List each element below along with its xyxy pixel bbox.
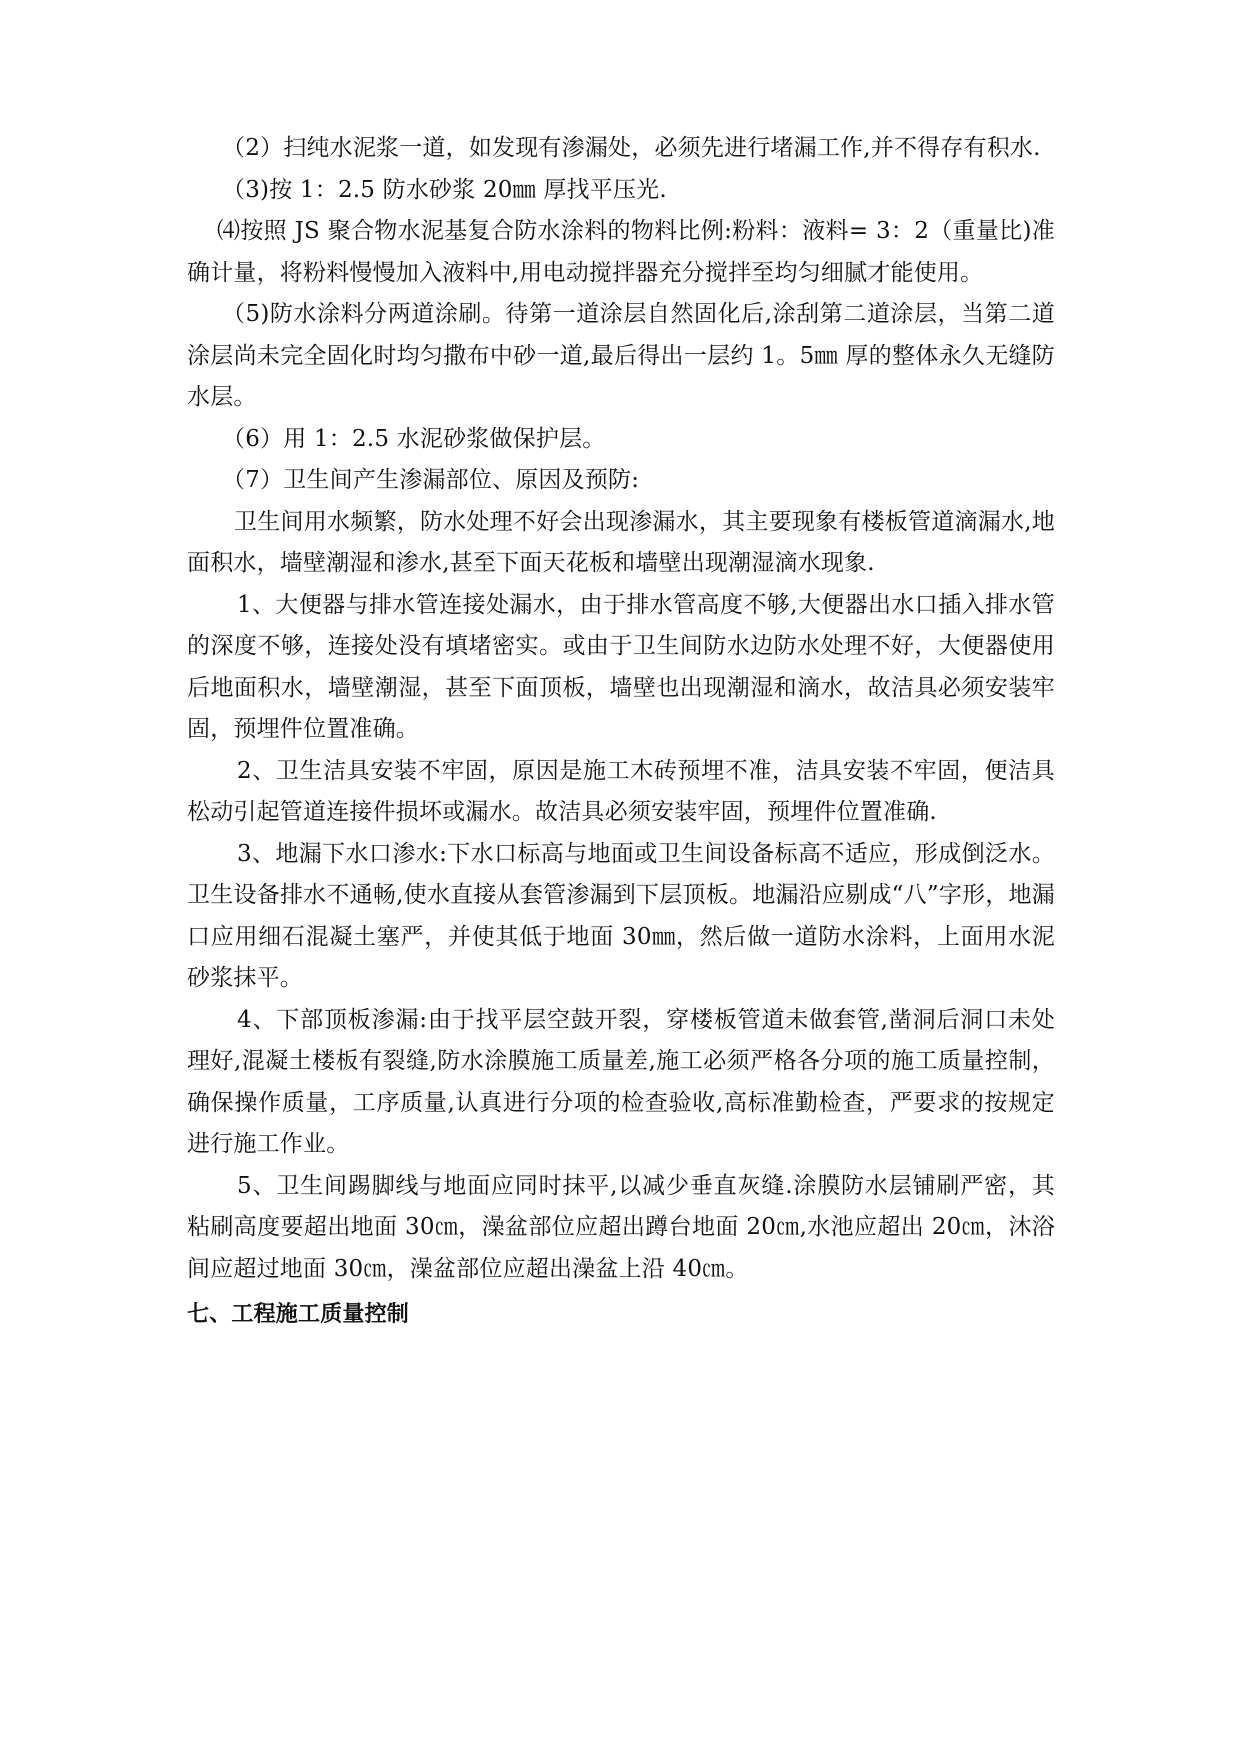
document-body xyxy=(187,128,1055,1336)
paragraph-step-5: （5)防水涂料分两道涂刷。待第一道涂层自然固化后,涂刮第二道涂层，当第二道涂层尚未完全固化时均匀撒布中砂一道,最后得出一层约 1。5㎜ 厚的整体永久无缝防水层。 xyxy=(187,301,1055,410)
paragraph-item-2: 2、卫生洁具安装不牢固，原因是施工木砖预埋不准，洁具安装不牢固，便洁具松动引起管道连接件损坏或漏水。故洁具必须安装牢固，预埋件位置准确. xyxy=(187,757,1055,825)
paragraph-step-7: （7）卫生间产生渗漏部位、原因及预防: xyxy=(222,467,640,493)
paragraph-step-6: （6）用 1：2.5 水泥砂浆做保护层。 xyxy=(222,425,606,452)
paragraph-item-3: 3、地漏下水口渗水:下水口标高与地面或卫生间设备标高不适应，形成倒泛水。卫生设备排水不通畅,使水直接从套管渗漏到下层顶板。地漏沿应剔成“八”字形，地漏口应用细石混凝土塞严，并使其低于地面 30㎜，然后做一道防水涂料，上面用水泥砂浆抹平。 xyxy=(187,840,1055,991)
paragraph-item-5: 5、卫生间踢脚线与地面应同时抹平,以减少垂直灰缝.涂膜防水层铺刷严密，其粘刷高度要超出地面 30㎝，澡盆部位应超出蹲台地面 20㎝,水池应超出 20㎝，沐浴间应超过地面 30㎝，澡盆部位应超出澡盆上沿 40㎝。 xyxy=(187,1172,1055,1282)
paragraph-item-4: 4、下部顶板渗漏:由于找平层空鼓开裂，穿楼板管道未做套管,凿洞后洞口未处理好,混凝土楼板有裂缝,防水涂膜施工质量差,施工必须严格各分项的施工质量控制，确保操作质量，工序质量,认真进行分项的检查验收,高标准勤检查，严要求的按规定进行施工作业。 xyxy=(187,1006,1055,1157)
paragraph-bathroom-intro: 卫生间用水频繁，防水处理不好会出现渗漏水，其主要现象有楼板管道滴漏水,地面积水，墙壁潮湿和渗水,甚至下面天花板和墙壁出现潮湿滴水现象. xyxy=(187,508,1055,576)
paragraph-step-3: （3)按 1：2.5 防水砂浆 20㎜ 厚找平压光. xyxy=(222,176,667,203)
section-heading: 七、工程施工质量控制 xyxy=(187,1302,410,1327)
paragraph-step-2: （2）扫纯水泥浆一道，如发现有渗漏处，必须先进行堵漏工作,并不得存有积水. xyxy=(222,135,1041,161)
paragraph-step-4: ⑷按照 JS 聚合物水泥基复合防水涂料的物料比例:粉料：液料= 3：2（重量比)准确计量，将粉料慢慢加入液料中,用电动搅拌器充分搅拌至均匀细腻才能使用。 xyxy=(187,218,1055,286)
paragraph-item-1: 1、大便器与排水管连接处漏水，由于排水管高度不够,大便器出水口插入排水管的深度不够，连接处没有填堵密实。或由于卫生间防水边防水处理不好，大便器使用后地面积水，墙壁潮湿，甚至下面顶板，墙壁也出现潮湿和滴水，故洁具必须安装牢固，预埋件位置准确。 xyxy=(187,591,1055,742)
